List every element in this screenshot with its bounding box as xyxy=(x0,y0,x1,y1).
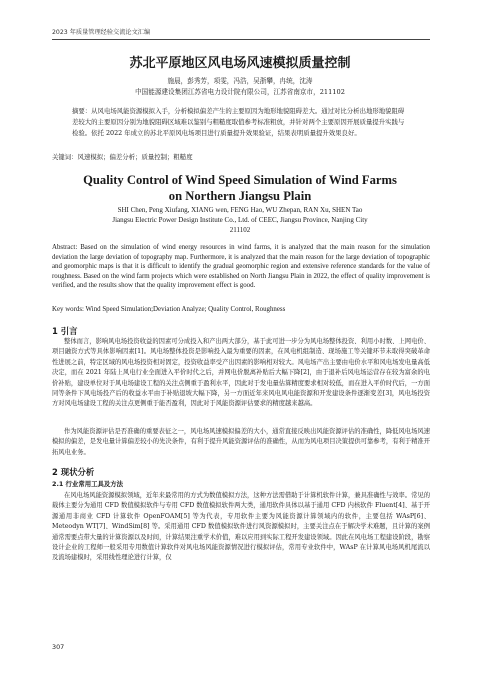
section-2-heading: 2 现状分析 xyxy=(52,467,95,477)
section-2-1-heading: 2.1 行业常用工具及方法 xyxy=(52,480,124,488)
chinese-keywords: 关键词：风速模拟；偏差分析；质量控制；粗糙度 xyxy=(52,153,193,161)
english-postcode: 211102 xyxy=(229,226,251,234)
english-title xyxy=(0,172,480,204)
chinese-abstract: 摘要：从风电场风能资源模拟入手，分析模拟偏差产生的主要原因为地形地貌阻碍差大。通过对比分析出地形地貌阻碍差较大的主要原因分别为地貌阻碍区域难以鉴别与粗糙度取值参考标准粗放，并针对两个主要原因开展质量提升实践与检验。依托 2022 年成立的苏北平原风电场项目进行质量提升效果验证，结果表明质量提升效果良好。 xyxy=(72,107,405,137)
section-2-1-paragraph xyxy=(52,491,430,564)
running-header: 2023 年质量管理经验交流论文汇编 xyxy=(52,29,151,36)
section-2-1-paragraph-text: 在风电场风能资源模拟领域，近年来最常用的方式为数值模拟方法，这种方法需借助于计算机软件计算，兼具准确性与效率。常见的载体主要分为通用 CFD 数值模拟软件与专用 CFD 数值模拟软件两大类，通用软件具体以基于通用 CFD 内核软件 Fluent[4]、基于开源通用非商业 CFD 计算软件 OpenFOAM[5] 等为代表，专用软件主要为风能资源计算领域内的软件，主要包括 WAsP[6]、Meteodyn WT[7]、WindSim[8] 等。采用通用 CFD 数值模拟软件进行风资源模拟时，主要关注点在于解决学术难题，且计算的案例通常需要点带大量的计算资源以及时间，计算结果注重学术价值，难以应用到实际工程开发建设领域。因此在风电场工程建设阶段，勘察设计企业的工程师一般采用专用数值计算软件对风电场风能资源情况进行模拟评估，常用专业软件中，WAsP 在计算风电场风机尾流以及流场建模时，采用线性理论进行计算，仅 xyxy=(52,492,430,562)
english-abstract: Abstract: Based on the simulation of wind energy resources in wind farms, it is analyzed that the main reason for the simulation deviation the large deviation of topography map. Furthermore, it is analyzed that the main reason for the large deviation of topographic and geomorphic maps is that it is difficult to identify the gradual geomorphic region and extensive reference standards for the value of roughness. Based on the wind farm projects which were established on North Jiangsu Plain in 2022, the effect of quality improvement is verified, and the results show that the quality improvement effect is good. xyxy=(52,244,430,290)
section-1-paragraph-2 xyxy=(52,427,430,458)
chinese-affiliation: 中国能源建设集团江苏省电力设计院有限公司，江苏省南京市，211102 xyxy=(135,88,345,96)
page-number: 307 xyxy=(52,643,65,651)
section-1-paragraph-1-text: 整体而言，影响风电场投资收益的因素可分成投入和产出两大部分，基于此可进一步分为风电场整体投资、利用小时数、上网电价、项目融资方式等具体影响因素[1]。风电场整体投资是影响投入最为重要的因素，在风电机组制造、现场施工等关键环节未取得突破革命性进展之前，特定区域的风电场投资相对固定，投资收益率受产出因素的影响相对较大。风电场产出主要由电价水平和风电场发电量高低决定，而在 2021 年陆上风电行业全面进入平价时代之后，并网电价脱离补贴后大幅下降[2]，由于退补后风电场运营存在较为富余的电价补贴，建设单位对于风电场建设工程的关注点侧重于盈利水平，因此对于发电量估算精度要求相对较低，而在进入平价时代后，一方面同等条件下风电场投产后的收益水平由于补贴退坡大幅下降，另一方面近年来风电风电能资源和开发建设条件逐渐变差[3]，风电场投资方对风电场建设工程的关注点更侧重于能否盈利，因此对于风能资源评估要求的精度越来越高。 xyxy=(52,338,430,408)
english-affiliation: Jiangsu Electric Power Design Institute Co., Ltd. of CEEC, Jiangsu Province, Nanjing City xyxy=(112,216,368,224)
chinese-authors: 施晨，彭秀芳，项雯，冯浩，吴浙攀，冉统，沈涛 xyxy=(167,77,313,85)
section-1-paragraph-2-text: 作为风能资源评估是否准确的重要表征之一，风电场风速模拟偏差的大小，通常直接反映出风能资源评估的准确性，降低风电场风速模拟的偏差，是发电量计算偏差较小的先决条件，有利于提升风能资源评估的准确性，从而为风电项目决策提供可靠参考，有利于精准开拓风电业务。 xyxy=(52,428,430,456)
section-1-paragraph-1 xyxy=(52,337,430,410)
chinese-title: 苏北平原地区风电场风速模拟质量控制 xyxy=(129,56,351,71)
section-1-heading: 1 引言 xyxy=(52,326,78,336)
english-authors: SHI Chen, Peng Xiufang, XIANG wen, FENG Hao, WU Zhepan, RAN Xu, SHEN Tao xyxy=(117,206,363,214)
english-title-line-1: Quality Control of Wind Speed Simulation of Wind Farms xyxy=(83,173,397,187)
english-keywords: Key words: Wind Speed Simulation;Deviation Analyze; Quality Control, Roughness xyxy=(52,306,286,313)
english-title-line-2: on Northern Jiangsu Plain xyxy=(168,189,312,203)
header-rule xyxy=(52,39,430,40)
